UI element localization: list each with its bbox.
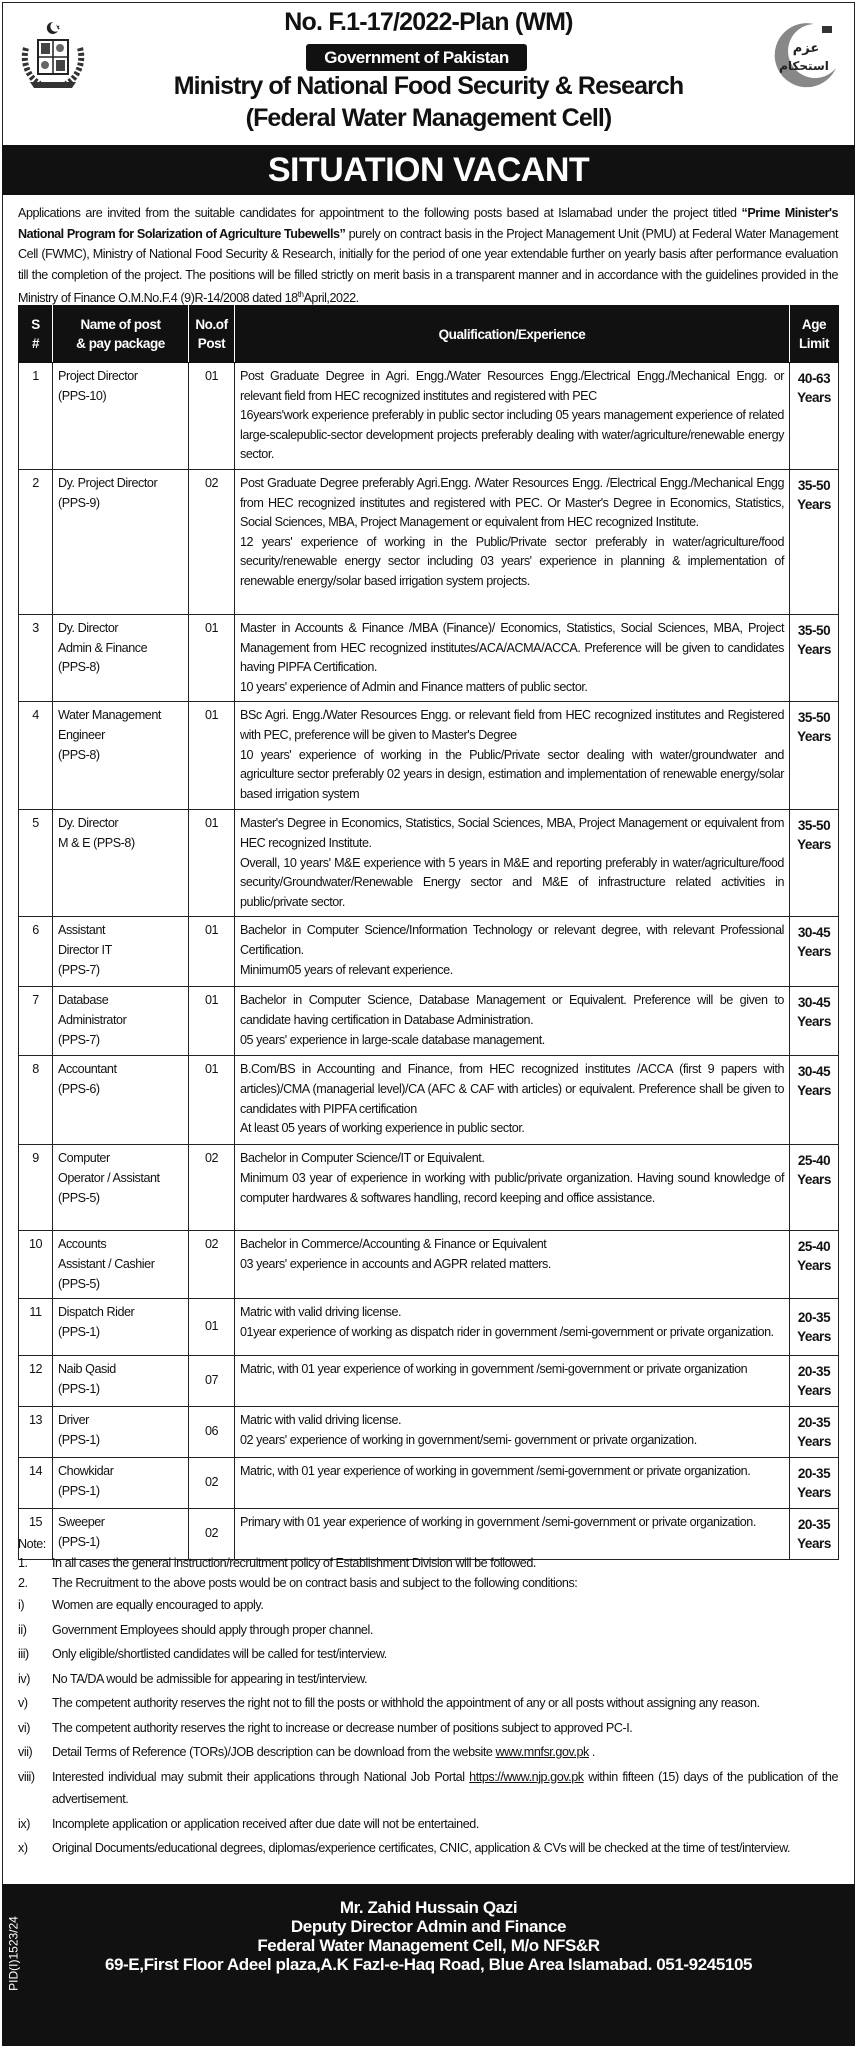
note-item xyxy=(18,1594,838,1617)
qualification xyxy=(235,1231,790,1299)
qualification-paragraph: Overall, 10 years' M&E experience with 5 years in M&E and reporting preferably in water/agriculture/food security/Groundwater/Renewable Energy sector and M&E of infrastructure related activities in public/private sector. xyxy=(240,855,784,909)
serial-number: 1 xyxy=(19,363,53,470)
age-limit-line: Years xyxy=(797,1536,831,1552)
qualification-paragraph: 05 years' experience in large-scale database management. xyxy=(240,1032,545,1047)
header xyxy=(0,0,857,140)
serial-number: 15 xyxy=(19,1509,53,1560)
age-limit-line: Years xyxy=(797,390,831,405)
qualification-paragraph: Master's Degree in Economics, Statistics, Social Sciences, MBA, Project Management or equivalent from HEC recognized Institute. xyxy=(240,816,784,850)
qualification-paragraph: Bachelor in Computer Science/Information Technology or relevant degree, with relevant Professional Certification. xyxy=(240,923,784,957)
post-name xyxy=(53,1056,189,1145)
age-limit-line: Years xyxy=(797,1083,831,1099)
post-name-line: (PPS-1) xyxy=(58,1381,100,1396)
post-name-line: Admin & Finance xyxy=(58,640,148,655)
date-suffix: th xyxy=(297,290,304,299)
intro-text: Applications are invited from the suitable candidates for appointment to the following posts based at Islamabad under the project titled xyxy=(18,206,742,220)
note-text-body: Only eligible/shortlisted candidates will be called for test/interview. xyxy=(52,1647,387,1661)
qualification xyxy=(235,917,790,987)
age-limit-line: Years xyxy=(797,729,831,745)
post-name-line: Assistant xyxy=(58,923,106,938)
note-marker: 1. xyxy=(18,1556,28,1570)
serial-number: 4 xyxy=(19,702,53,810)
note-text xyxy=(52,1692,838,1715)
post-name xyxy=(53,363,189,470)
note-marker: ix) xyxy=(18,1816,30,1831)
age-limit xyxy=(790,1458,839,1509)
note-text xyxy=(52,1766,838,1811)
qualification-paragraph: B.Com/BS in Accounting and Finance, from HEC recognized institutes /ACCA (first 9 papers with articles)/CMA (managerial level)/CA (AFC & CAF with articles) or equivalent. Preference shall be given to candidates with PIPFA certification xyxy=(240,1062,784,1116)
post-name xyxy=(53,1407,189,1458)
serial-number: 2 xyxy=(19,469,53,614)
qualification-paragraph: Post Graduate Degree in Agri. Engg./Water Resources Engg./Electrical Engg./Mechanical Engg. or relevant field from HEC recognized institutes and registered with PEC xyxy=(240,369,784,403)
post-name xyxy=(53,1299,189,1356)
note-text xyxy=(52,1574,838,1592)
note-item xyxy=(18,1813,838,1836)
number-of-posts: 02 xyxy=(189,1458,235,1509)
serial-number: 11 xyxy=(19,1299,53,1356)
post-name-line: Engineer xyxy=(58,727,105,742)
qualification-paragraph: Matric with valid driving license. xyxy=(240,1413,402,1428)
note-text-after: . xyxy=(588,1745,595,1759)
qualification xyxy=(235,1145,790,1231)
age-limit-line: Years xyxy=(797,1258,831,1274)
qualification-paragraph: Minimum 03 year of experience in working with public/private organization. Having sound knowledge of computer hardwares & softwares handling, record keeping and office assistance. xyxy=(240,1170,784,1205)
post-name-line: Accounts xyxy=(58,1237,107,1252)
post-name xyxy=(53,1145,189,1231)
age-limit xyxy=(790,1145,839,1231)
note-marker: ii) xyxy=(18,1622,27,1637)
age-limit-line: 30-45 xyxy=(797,925,831,941)
qualification-paragraph: BSc Agri. Engg./Water Resources Engg. or relevant field from HEC recognized institutes and Registered with PEC, preference will be given to Master's Degree xyxy=(240,708,784,742)
note-text-body: No TA/DA would be admissible for appearing in test/interview. xyxy=(52,1671,368,1686)
post-name xyxy=(53,1458,189,1509)
note-marker: viii) xyxy=(18,1769,35,1784)
number-of-posts: 06 xyxy=(189,1407,235,1458)
age-limit-line: 35-50 xyxy=(797,818,831,834)
vacancy-table xyxy=(18,305,839,1560)
note-text-body: Detail Terms of Reference (TORs)/JOB description can be download from the website xyxy=(52,1745,496,1759)
note-text-body: The competent authority reserves the right to increase or decrease number of positions subject to approved PC-I. xyxy=(52,1720,633,1735)
age-limit-line: Years xyxy=(797,1014,831,1030)
serial-number: 3 xyxy=(19,614,53,701)
post-name-line: (PPS-10) xyxy=(58,388,107,403)
website-link[interactable]: www.mnfsr.gov.pk xyxy=(495,1745,589,1759)
note-marker: iii) xyxy=(18,1647,29,1661)
age-limit-line: 20-35 xyxy=(797,1364,831,1380)
table-row xyxy=(19,810,839,917)
age-limit-line: Years xyxy=(797,1383,831,1399)
table-row xyxy=(19,1299,839,1356)
qualification xyxy=(235,1458,790,1509)
note-text xyxy=(52,1837,838,1860)
qualification-paragraph: Bachelor in Computer Science, Database Management or Equivalent. Preference will be given to candidate having certification in Database Administration. xyxy=(240,993,784,1027)
post-name-line: (PPS-6) xyxy=(58,1081,100,1096)
age-limit xyxy=(790,1231,839,1299)
table-row xyxy=(19,1231,839,1299)
note-marker: vii) xyxy=(18,1745,33,1759)
post-name-line: (PPS-9) xyxy=(58,495,100,510)
post-name-line: Chowkidar xyxy=(58,1464,114,1479)
qualification-paragraph: 16years'work experience preferably in public sector including 05 years management experience of related large-scalepublic-sector development projects preferably dealing with water/agriculture/renewable energy sector. xyxy=(240,408,784,462)
number-of-posts: 07 xyxy=(189,1356,235,1407)
post-name-line: (PPS-7) xyxy=(58,1032,100,1047)
note-text xyxy=(52,1619,838,1642)
note-text xyxy=(52,1668,838,1691)
project-title: “Prime Minister's National Program for Solarization of Agriculture Tubewells” xyxy=(18,206,838,241)
note-marker: v) xyxy=(18,1696,28,1710)
number-of-posts: 01 xyxy=(189,987,235,1056)
age-limit-line: Years xyxy=(797,1434,831,1450)
note-text-body: Original Documents/educational degrees, diplomas/experience certificates, CNIC, application & CVs will be checked at the time of test/interview. xyxy=(52,1841,791,1855)
note-item xyxy=(18,1766,838,1811)
number-of-posts: 01 xyxy=(189,363,235,470)
age-limit xyxy=(790,702,839,810)
age-limit-line: 35-50 xyxy=(797,710,831,726)
table-row xyxy=(19,917,839,987)
azm-e-istehkam-logo-icon xyxy=(768,18,840,90)
note-text-body: Interested individual may submit their applications through National Job Portal xyxy=(52,1769,470,1784)
post-name xyxy=(53,810,189,917)
note-text xyxy=(52,1741,838,1764)
note-text-body: The competent authority reserves the right not to fill the posts or withhold the appointment of any or all posts without assigning any reason. xyxy=(52,1696,760,1710)
qualification-paragraph: Primary with 01 year experience of working in government /semi-government or private organization. xyxy=(240,1515,756,1530)
post-name xyxy=(53,614,189,701)
qualification-paragraph: 10 years' experience of Admin and Finance matters of public sector. xyxy=(240,679,588,694)
office-address: 69-E,First Floor Adeel plaza,A.K Fazl-e-Haq Road, Blue Area Islamabad. 051-9245105 xyxy=(104,1955,753,1974)
qualification-paragraph: Bachelor in Commerce/Accounting & Finance or Equivalent xyxy=(240,1237,547,1252)
note-marker: i) xyxy=(18,1598,25,1612)
note-marker: iv) xyxy=(18,1671,30,1686)
number-of-posts: 02 xyxy=(189,469,235,614)
qualification-paragraph: 03 years' experience in accounts and AGPR related matters. xyxy=(240,1256,551,1271)
post-name-line: Administrator xyxy=(58,1012,127,1027)
age-limit-line: Years xyxy=(797,944,831,960)
age-limit-line: 20-35 xyxy=(797,1466,831,1482)
post-name xyxy=(53,987,189,1056)
post-name xyxy=(53,1356,189,1407)
age-limit-line: 20-35 xyxy=(797,1517,831,1533)
number-of-posts: 01 xyxy=(189,1056,235,1145)
note-marker: x) xyxy=(18,1841,28,1855)
office-name: Federal Water Management Cell, M/o NFS&R xyxy=(257,1936,600,1955)
note-text-body: In all cases the general instruction/recruitment policy of Establishment Division will be followed. xyxy=(52,1556,536,1570)
note-item xyxy=(18,1643,838,1666)
note-text xyxy=(52,1643,838,1666)
cell-title: (Federal Water Management Cell) xyxy=(245,104,612,132)
age-limit-line: Years xyxy=(797,1329,831,1345)
note-text-body: Government Employees should apply through proper channel. xyxy=(52,1622,373,1637)
qualification-paragraph: Matric with valid driving license. xyxy=(240,1305,402,1320)
age-limit-line: 30-45 xyxy=(797,995,831,1011)
qualification-paragraph: Matric, with 01 year experience of working in government /semi-government or private organization xyxy=(240,1362,748,1377)
qualification-paragraph: Post Graduate Degree preferably Agri.Engg. /Water Resources Engg. /Electrical Engg./Mechanical Engg from HEC recognized institutes and registered with PEC. Or Master's Degree in Economics, Statistics, Social Sciences, MBA, Project Management or equivalent from HEC recognized Institute. xyxy=(240,475,784,530)
col-serial: S # xyxy=(19,306,53,363)
number-of-posts: 02 xyxy=(189,1145,235,1231)
post-name-line: (PPS-7) xyxy=(58,962,100,977)
note-text-body: The Recruitment to the above posts would be on contract basis and subject to the following conditions: xyxy=(52,1576,578,1590)
serial-number: 14 xyxy=(19,1458,53,1509)
post-name-line: Water Management xyxy=(58,708,161,723)
note-marker: vi) xyxy=(18,1720,30,1735)
number-of-posts: 01 xyxy=(189,1299,235,1356)
qualification-paragraph: Bachelor in Computer Science/IT or Equivalent. xyxy=(240,1151,485,1166)
age-limit-line: 25-40 xyxy=(797,1153,831,1169)
post-name-line: (PPS-8) xyxy=(58,747,100,762)
post-name-line: Dy. Director xyxy=(58,620,119,635)
age-limit-line: 30-45 xyxy=(797,1064,831,1080)
post-name-line: (PPS-1) xyxy=(58,1534,100,1549)
number-of-posts: 01 xyxy=(189,702,235,810)
note-item xyxy=(18,1741,838,1764)
age-limit-line: 35-50 xyxy=(797,477,831,493)
table-row xyxy=(19,363,839,470)
serial-number: 6 xyxy=(19,917,53,987)
age-limit xyxy=(790,987,839,1056)
post-name xyxy=(53,1231,189,1299)
table-row xyxy=(19,1407,839,1458)
post-name xyxy=(53,469,189,614)
qualification xyxy=(235,614,790,701)
number-of-posts: 01 xyxy=(189,810,235,917)
qualification xyxy=(235,363,790,470)
age-limit-line: 25-40 xyxy=(797,1239,831,1255)
svg-text:عزم: عزم xyxy=(792,41,820,56)
col-qualification: Qualification/Experience xyxy=(235,306,790,363)
post-name-line: (PPS-1) xyxy=(58,1432,100,1447)
note-text xyxy=(52,1717,838,1740)
note-item xyxy=(18,1837,838,1860)
qualification-paragraph: Minimum05 years of relevant experience. xyxy=(240,962,453,977)
number-of-posts: 02 xyxy=(189,1509,235,1560)
age-limit xyxy=(790,614,839,701)
post-name-line: Sweeper xyxy=(58,1515,105,1530)
situation-vacant-banner: SITUATION VACANT xyxy=(2,145,855,195)
note-item xyxy=(18,1619,838,1642)
age-limit xyxy=(790,810,839,917)
age-limit-line: Years xyxy=(797,1485,831,1501)
qualification xyxy=(235,469,790,614)
post-name-line: (PPS-5) xyxy=(58,1276,100,1291)
table-row xyxy=(19,702,839,810)
table-row xyxy=(19,1458,839,1509)
qualification xyxy=(235,987,790,1056)
table-row xyxy=(19,1145,839,1231)
qualification xyxy=(235,1056,790,1145)
post-name-line: Driver xyxy=(58,1413,89,1428)
svg-text:استحکام: استحکام xyxy=(779,59,829,73)
ministry-title: Ministry of National Food Security & Research xyxy=(173,72,684,100)
note-text-body: Incomplete application or application received after due date will not be entertained. xyxy=(52,1816,479,1831)
post-name-line: Dy. Project Director xyxy=(58,475,158,490)
serial-number: 10 xyxy=(19,1231,53,1299)
post-name-line: (PPS-1) xyxy=(58,1324,100,1339)
notes-section xyxy=(18,1534,838,1860)
qualification xyxy=(235,1356,790,1407)
qualification xyxy=(235,1407,790,1458)
note-text xyxy=(52,1813,838,1836)
age-limit xyxy=(790,1356,839,1407)
serial-number: 12 xyxy=(19,1356,53,1407)
post-name-line: Dispatch Rider xyxy=(58,1305,135,1320)
number-of-posts: 01 xyxy=(189,614,235,701)
post-name-line: Project Director xyxy=(58,369,138,383)
age-limit-line: Years xyxy=(797,641,831,657)
qualification-paragraph: Matric, with 01 year experience of working in government /semi-government or private organization. xyxy=(240,1464,751,1479)
qualification xyxy=(235,702,790,810)
qualification xyxy=(235,810,790,917)
note-marker: 2. xyxy=(18,1576,28,1590)
notes-title: Note: xyxy=(18,1537,46,1551)
qualification-paragraph: 02 years' experience of working in government/semi- government or private organization. xyxy=(240,1432,697,1447)
age-limit-line: Years xyxy=(797,837,831,853)
number-of-posts: 02 xyxy=(189,1231,235,1299)
serial-number: 9 xyxy=(19,1145,53,1231)
age-limit xyxy=(790,469,839,614)
reference-number: No. F.1-17/2022-Plan (WM) xyxy=(284,8,573,36)
post-name-line: Computer xyxy=(58,1151,110,1166)
note-text-body: Women are equally encouraged to apply. xyxy=(52,1598,264,1612)
serial-number: 5 xyxy=(19,810,53,917)
col-post-name: Name of post & pay package xyxy=(53,306,189,363)
age-limit-line: Years xyxy=(797,1172,831,1188)
age-limit-line: 40-63 xyxy=(797,371,831,386)
note-item xyxy=(18,1692,838,1715)
post-name-line: Naib Qasid xyxy=(58,1362,116,1377)
age-limit xyxy=(790,917,839,987)
post-name-line: Assistant / Cashier xyxy=(58,1256,155,1271)
post-name-line: M & E (PPS-8) xyxy=(58,835,135,850)
age-limit xyxy=(790,1056,839,1145)
qualification-paragraph: At least 05 years of working experience in public sector. xyxy=(240,1121,525,1136)
note-item xyxy=(18,1668,838,1691)
age-limit xyxy=(790,1407,839,1458)
government-badge: Government of Pakistan xyxy=(306,44,527,71)
col-age: Age Limit xyxy=(790,306,839,363)
note-text-after: within fifteen (15) days of the publication of the advertisement. xyxy=(52,1769,838,1806)
age-limit-line: 20-35 xyxy=(797,1310,831,1326)
note-item xyxy=(18,1554,838,1572)
qualification-paragraph: 12 years' experience of working in the Public/Private sector preferably in water/agriculture/food security/renewable energy sector including 03 years' experience in planning & implementation of renewable energy/solar based irrigation system projects. xyxy=(240,534,784,588)
post-name xyxy=(53,917,189,987)
age-limit-line: Years xyxy=(797,496,831,512)
table-header-row xyxy=(19,306,839,363)
post-name-line: (PPS-8) xyxy=(58,660,100,675)
table-row xyxy=(19,614,839,701)
age-limit-line: 35-50 xyxy=(797,622,831,638)
age-limit xyxy=(790,363,839,470)
age-limit xyxy=(790,1299,839,1356)
note-text xyxy=(52,1594,838,1617)
note-text xyxy=(52,1554,838,1572)
post-name-line: Accountant xyxy=(58,1062,117,1077)
qualification-paragraph: Master in Accounts & Finance /MBA (Finance)/ Economics, Statistics, Social Sciences, MBA, Project Management from HEC recognized institutes/ACA/ACMA/ACCA. Preference will be given to candidates having PIPFA Certification. xyxy=(240,620,784,675)
age-limit-line: 20-35 xyxy=(797,1415,831,1431)
qualification-paragraph: 10 years' experience of working in the Public/Private sector dealing with water/groundwater and agriculture sector preferably 02 years in design, estimation and implementation of renewable energy/solar based irrigation system xyxy=(240,747,784,801)
signatory-name: Mr. Zahid Hussain Qazi xyxy=(339,1898,518,1917)
signatory-designation: Deputy Director Admin and Finance xyxy=(290,1917,567,1936)
post-name-line: Dy. Director xyxy=(58,816,119,831)
serial-number: 7 xyxy=(19,987,53,1056)
intro-text-2: purely on contract basis in the Project Management Unit (PMU) at Federal Water Management Cell (FWMC), Ministry of National Food Security & Research, initially for the period of one year extendable further on yearly basis after performance evaluation till the completion of the project. The positions will be filled strictly on merit basis in a transparent manner and in accordance with the guidelines provided in the Ministry of Finance O.M.No.F.4 (9)R-14/2008 dated 18 xyxy=(18,226,838,306)
website-link[interactable]: https://www.njp.gov.pk xyxy=(469,1769,584,1784)
serial-number: 13 xyxy=(19,1407,53,1458)
intro-date: April,2022. xyxy=(303,291,359,306)
number-of-posts: 01 xyxy=(189,917,235,987)
table-row xyxy=(19,1356,839,1407)
post-name-line: Operator / Assistant xyxy=(58,1170,160,1185)
table-row xyxy=(19,987,839,1056)
post-name xyxy=(53,702,189,810)
col-posts: No.of Post xyxy=(189,306,235,363)
table-row xyxy=(19,469,839,614)
post-name-line: Director IT xyxy=(58,942,112,957)
table-row xyxy=(19,1056,839,1145)
post-name-line: Database xyxy=(58,993,109,1008)
serial-number: 8 xyxy=(19,1056,53,1145)
pid-number: PID(I)1523/24 xyxy=(6,1916,21,1991)
qualification-paragraph: 01year experience of working as dispatch rider in government /semi-government or private organization. xyxy=(240,1324,774,1339)
signature-block xyxy=(2,1884,855,2046)
note-item xyxy=(18,1574,838,1592)
qualification xyxy=(235,1299,790,1356)
note-item xyxy=(18,1717,838,1740)
post-name-line: (PPS-1) xyxy=(58,1483,100,1498)
post-name-line: (PPS-5) xyxy=(58,1190,100,1205)
intro-paragraph xyxy=(18,203,838,309)
